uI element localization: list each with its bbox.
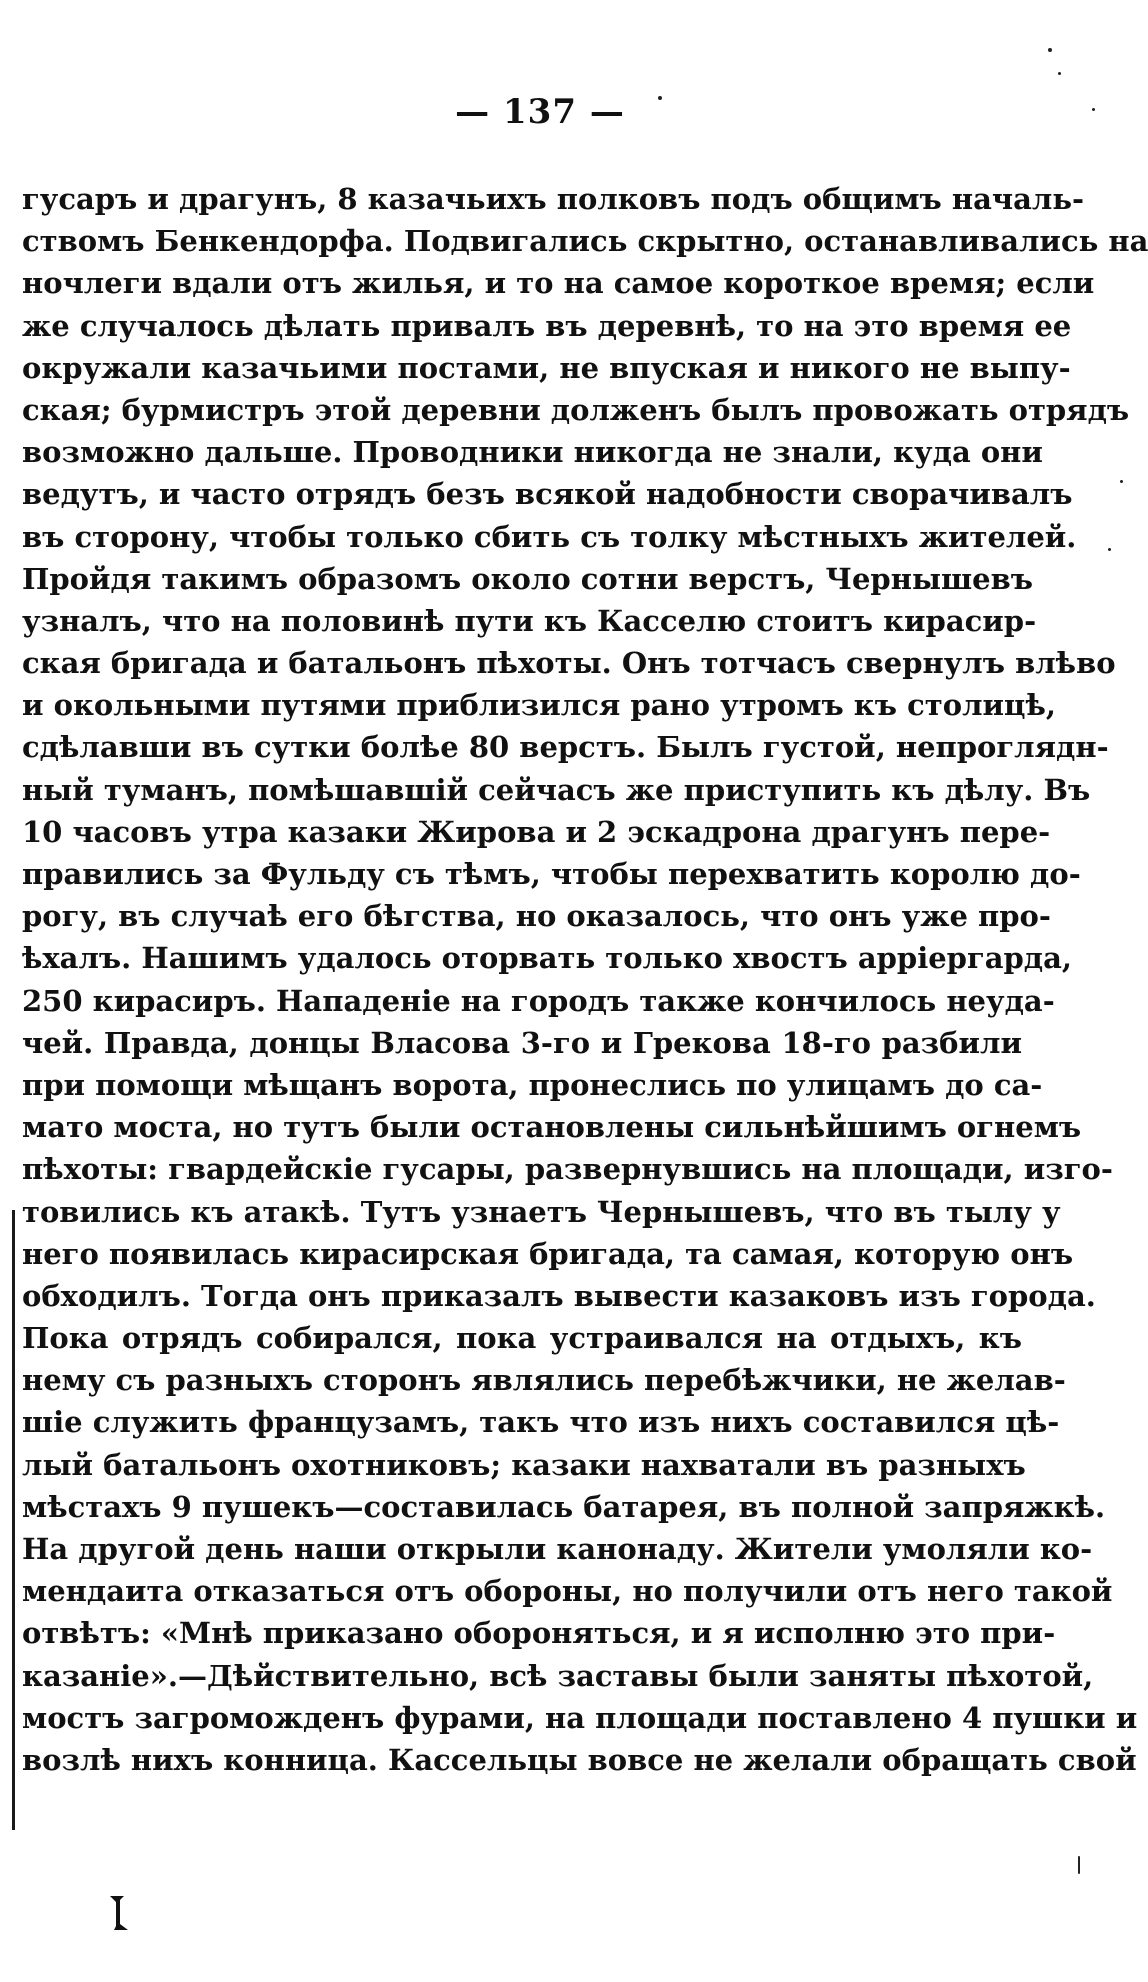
text-line: возможно дальше. Проводники никогда не знали, куда они (22, 435, 1043, 470)
speck (1108, 548, 1111, 551)
corner-mark-icon (108, 1892, 130, 1932)
text-line: мостъ загроможденъ фурами, на площади поставлено 4 пушки и (22, 1700, 1138, 1735)
page-number: — 137 — (455, 92, 625, 132)
text-line: возлѣ нихъ конница. Кассельцы вовсе не желали обращать свой (22, 1742, 1137, 1777)
text-line: мендаита отказаться отъ обороны, но получили отъ него такой (22, 1574, 1113, 1609)
text-line: мѣстахъ 9 пушекъ—составилась батарея, въ полной запряжкѣ. (22, 1489, 1106, 1524)
text-line: чей. Правда, донцы Власова 3-го и Грекова 18-го разбили (22, 1025, 1022, 1060)
body-text (22, 178, 1148, 1781)
text-line: обходилъ. Тогда онъ приказалъ вывести казаковъ изъ города. (22, 1278, 1096, 1313)
text-line: правились за Фульду съ тѣмъ, чтобы перехватить королю до- (22, 857, 1081, 891)
text-line: товились къ атакѣ. Тутъ узнаетъ Чернышевъ, что въ тылу у (22, 1194, 1061, 1229)
text-line: ствомъ Бенкендорфа. Подвигались скрытно, останавливались на (22, 224, 1148, 259)
speck (1058, 72, 1061, 75)
text-line: нему съ разныхъ сторонъ являлись перебѣжчики, не желав- (22, 1363, 1066, 1398)
text-line: ночлеги вдали отъ жилья, и то на самое короткое время; если (22, 266, 1095, 301)
speck (1092, 108, 1095, 111)
text-line: 250 кирасиръ. Нападеніе на городъ также кончилось неуда- (22, 983, 1055, 1018)
text-line: Пока отрядъ собирался, пока устраивался на отдыхъ, къ (22, 1321, 1022, 1356)
text-line: ведутъ, и часто отрядъ безъ всякой надобности сворачивалъ (22, 477, 1073, 512)
text-line: На другой день наши открыли канонаду. Жители умоляли ко- (22, 1532, 1093, 1566)
speck (1048, 48, 1052, 52)
text-line: узналъ, что на половинѣ пути къ Касселю стоитъ кирасир- (22, 603, 1037, 638)
speck (1120, 480, 1123, 483)
margin-rule (12, 1210, 15, 1830)
text-line: и окольными путями приблизился рано утромъ къ столицѣ, (22, 688, 1056, 723)
text-line: Пройдя такимъ образомъ около сотни верстъ, Чернышевъ (22, 561, 1034, 596)
text-line: ный туманъ, помѣшавшій сейчасъ же приступить къ дѣлу. Въ (22, 772, 1091, 807)
text-line: шіе служить французамъ, такъ что изъ нихъ составился цѣ- (22, 1405, 1060, 1440)
text-line: въ сторону, чтобы только сбить съ толку мѣстныхъ жителей. (22, 519, 1077, 554)
speck (658, 96, 662, 100)
speck (1078, 1856, 1080, 1874)
text-line: него появилась кирасирская бригада, та самая, которую онъ (22, 1236, 1074, 1271)
text-line: рогу, въ случаѣ его бѣгства, но оказалось, что онъ уже про- (22, 899, 1051, 934)
text-line: мато моста, но тутъ были остановлены сильнѣйшимъ огнемъ (22, 1110, 1082, 1145)
text-line: при помощи мѣщанъ ворота, пронеслись по улицамъ до са- (22, 1067, 1043, 1102)
text-line: 10 часовъ утра казаки Жирова и 2 эскадрона драгунъ пере- (22, 814, 1051, 849)
text-line: ская бригада и батальонъ пѣхоты. Онъ тотчасъ свернулъ влѣво (22, 646, 1116, 681)
text-line: отвѣтъ: «Мнѣ приказано обороняться, и я исполню это при- (22, 1616, 1056, 1651)
text-line: сдѣлавши въ сутки болѣе 80 верстъ. Былъ густой, непроглядн- (22, 730, 1109, 765)
text-line: казаніе».—Дѣйствительно, всѣ заставы были заняты пѣхотой, (22, 1658, 1094, 1693)
text-line: ская; бурмистръ этой деревни долженъ былъ провожать отрядъ (22, 392, 1130, 427)
text-line: гусаръ и драгунъ, 8 казачьихъ полковъ подъ общимъ началь- (22, 182, 1085, 216)
text-line: пѣхоты: гвардейскіе гусары, развернувшись на площади, изго- (22, 1152, 1113, 1187)
text-line: окружали казачьими постами, не впуская и никого не выпу- (22, 350, 1071, 385)
text-line: ѣхалъ. Нашимъ удалось оторвать только хвостъ арріергарда, (22, 941, 1073, 976)
text-line: же случалось дѣлать привалъ въ деревнѣ, то на это время ее (22, 308, 1072, 343)
text-line: лый батальонъ охотниковъ; казаки нахватали въ разныхъ (22, 1447, 1026, 1482)
